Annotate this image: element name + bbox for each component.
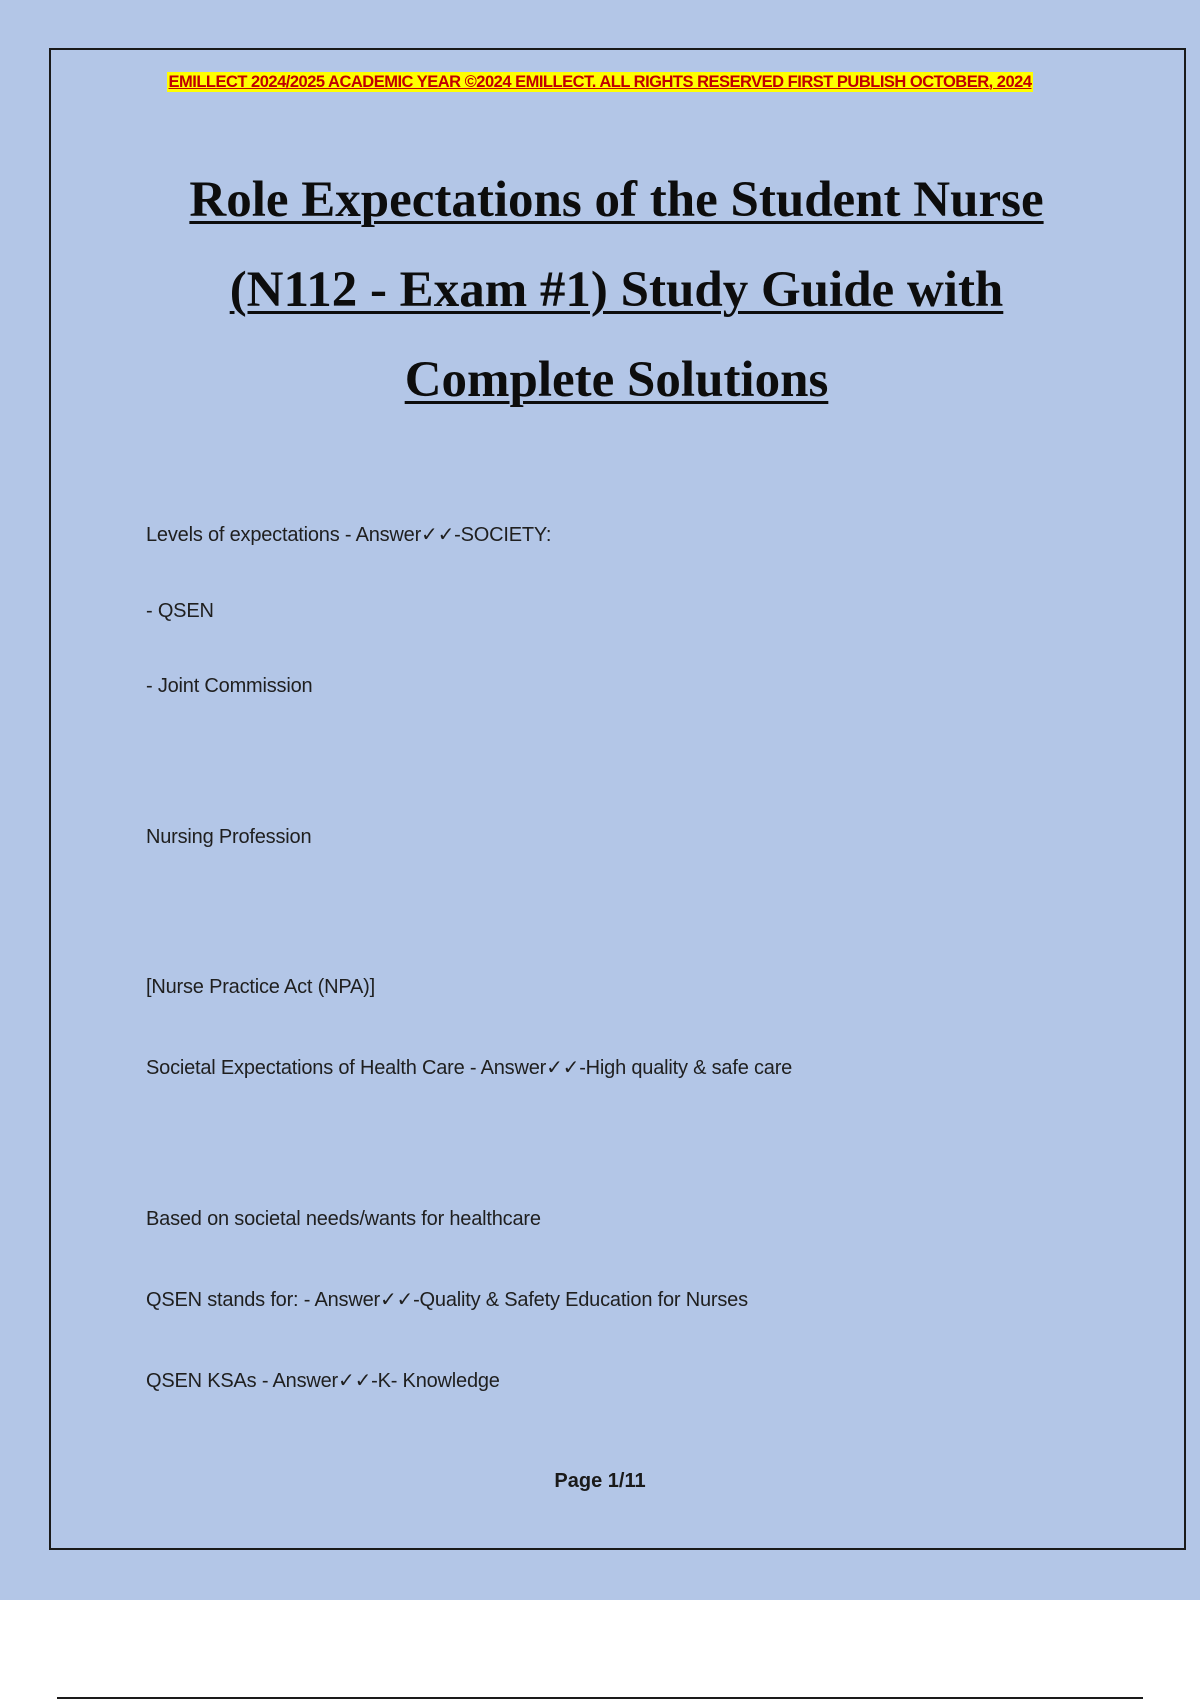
body-line-qsen-ksas: QSEN KSAs - Answer✓✓-K- Knowledge — [146, 1370, 500, 1392]
body-line-nurse-practice-act: [Nurse Practice Act (NPA)] — [146, 976, 375, 998]
document-title — [120, 155, 1113, 425]
body-line-qsen: - QSEN — [146, 600, 214, 622]
copyright-banner-text: EMILLECT 2024/2025 ACADEMIC YEAR ©2024 EMILLECT. ALL RIGHTS RESERVED FIRST PUBLISH OCTOBER, 2024 — [168, 73, 1032, 91]
copyright-banner — [0, 73, 1200, 92]
title-line-1: Role Expectations of the Student Nurse — [189, 172, 1044, 228]
title-line-3: Complete Solutions — [404, 352, 829, 408]
bottom-divider — [57, 1697, 1143, 1699]
body-line-societal-expectations: Societal Expectations of Health Care - Answer✓✓-High quality & safe care — [146, 1057, 793, 1079]
body-line-qsen-stands-for: QSEN stands for: - Answer✓✓-Quality & Safety Education for Nurses — [146, 1289, 748, 1311]
body-line-nursing-profession: Nursing Profession — [146, 826, 312, 848]
title-line-2: (N112 - Exam #1) Study Guide with — [229, 262, 1004, 318]
body-line-societal-needs: Based on societal needs/wants for healthcare — [146, 1208, 541, 1230]
body-line-joint-commission: - Joint Commission — [146, 675, 313, 697]
page-number: Page 1/11 — [554, 1470, 646, 1492]
body-line-levels-of-expectations: Levels of expectations - Answer✓✓-SOCIETY: — [146, 524, 552, 546]
